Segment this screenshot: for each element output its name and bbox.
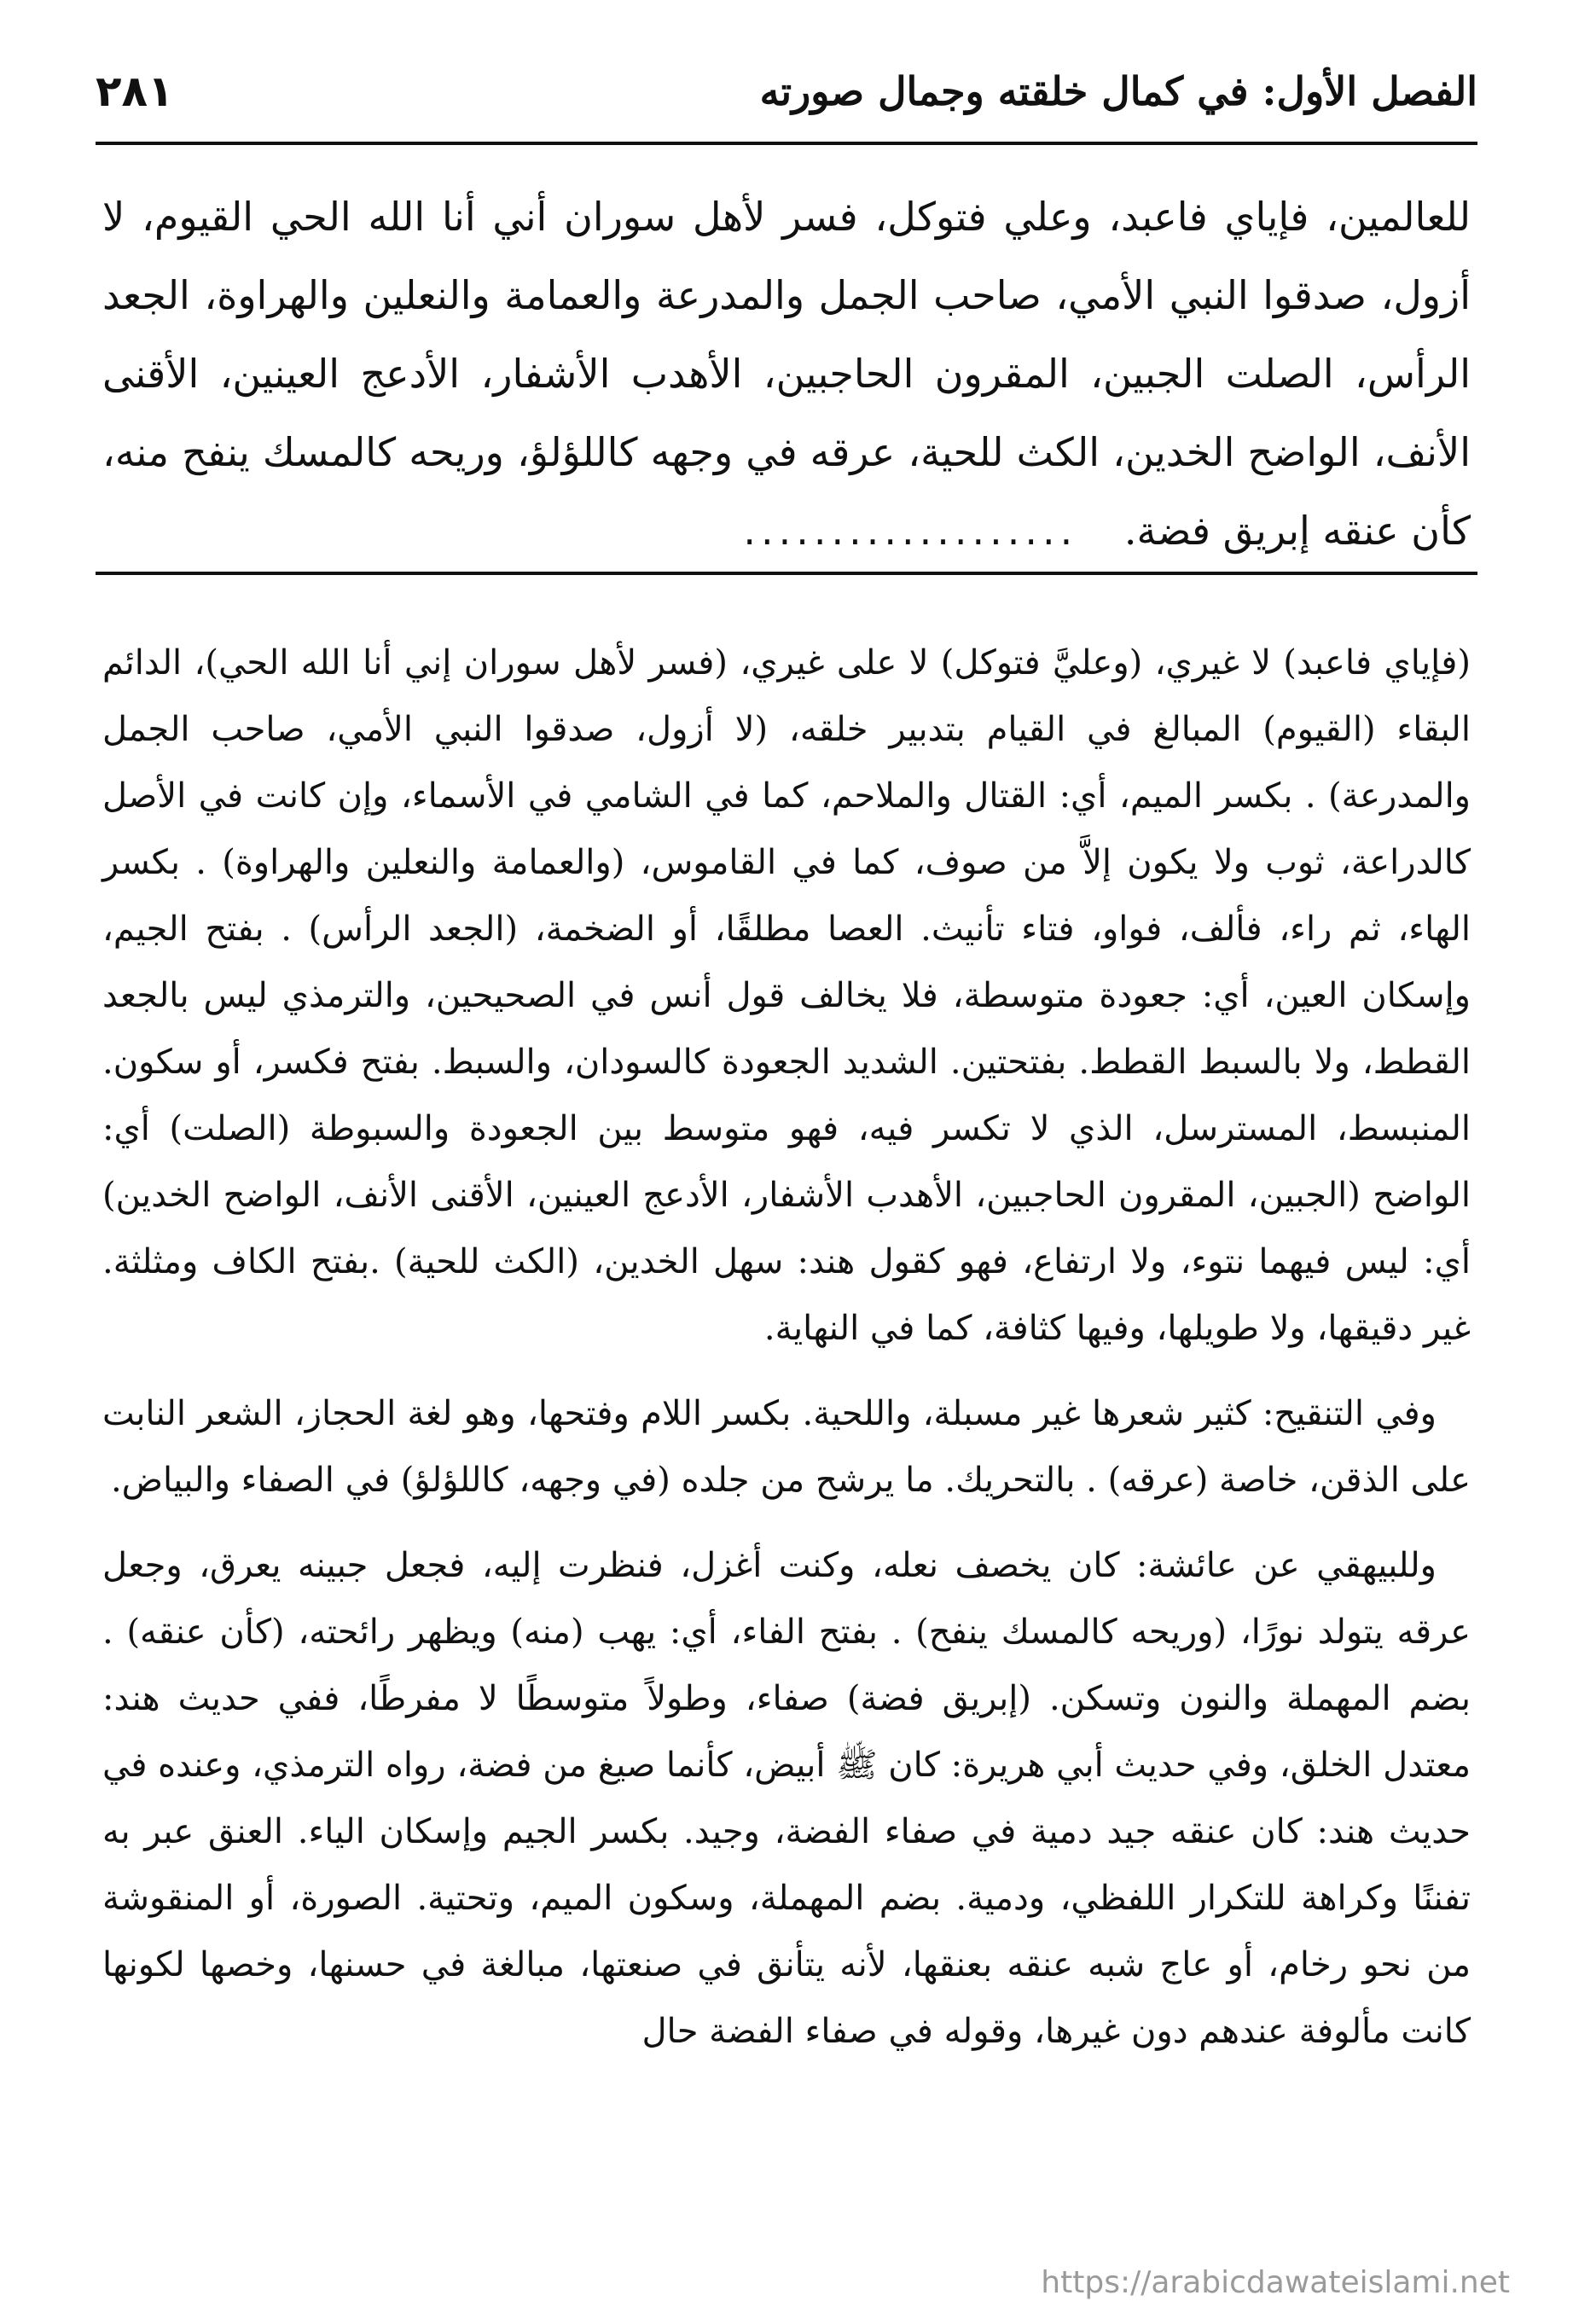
chapter-title: الفصل الأول: في كمال خلقته وجمال صورته xyxy=(759,68,1477,114)
main-text xyxy=(102,177,1471,570)
main-text-paragraph xyxy=(102,177,1471,570)
commentary-paragraph: وفي التنقيح: كثير شعرها غير مسبلة، واللحية. بكسر اللام وفتحها، وهو لغة الحجاز، الشعر النابت على الذقن، خاصة (عرقه) . بالتحريك. ما يرشح من جلده (في وجهه، كاللؤلؤ) في الصفاء والبياض. xyxy=(102,1394,1471,1500)
header-rule xyxy=(96,142,1477,145)
watermark-url: https://arabicdawateislami.net xyxy=(1041,2265,1510,2300)
page-number: ٢٨١ xyxy=(96,67,174,116)
commentary-paragraph: (فإياي فاعبد) لا غيري، (وعليَّ فتوكل) لا على غيري، (فسر لأهل سوران إني أنا الله الحي)، الدائم البقاء (القيوم) المبالغ في القيام بتدبير خلقه، (لا أزول، صدقوا النبي الأمي، صاحب الجمل والمدرعة) . بكسر الميم، أي: القتال والملاحم، كما في الشامي في الأسماء، وإن كانت في الأصل كالدراعة، ثوب ولا يكون إلاَّ من صوف، كما في القاموس، (والعمامة والنعلين والهراوة) . بكسر الهاء، ثم راء، فألف، فواو، فتاء تأنيث. العصا مطلقًا، أو الضخمة، (الجعد الرأس) . بفتح الجيم، وإسكان العين، أي: جعودة متوسطة، فلا يخالف قول أنس في الصحيحين، والترمذي ليس بالجعد القطط، ولا بالسبط القطط. بفتحتين. الشديد الجعودة كالسودان، والسبط. بفتح فكسر، أو سكون. المنبسط، المسترسل، الذي لا تكسر فيه، فهو متوسط بين الجعودة والسبوطة (الصلت) أي: الواضح (الجبين، المقرون الحاجبين، الأهدب الأشفار، الأدعج العينين، الأقنى الأنف، الواضح الخدين) أي: ليس فيهما نتوء، ولا ارتفاع، فهو كقول هند: سهل الخدين، (الكث للحية) .بفتح الكاف ومثلثة. غير دقيقها، ولا طويلها، وفيها كثافة، كما في النهاية. xyxy=(102,643,1471,1348)
main-text-body: للعالمين، فإياي فاعبد، وعلي فتوكل، فسر لأهل سوران أني أنا الله الحي القيوم، لا أزول، صدقوا النبي الأمي، صاحب الجمل والمدرعة والعمامة والنعلين والهراوة، الجعد الرأس، الصلت الجبين، المقرون الحاجبين، الأهدب الأشفار، الأدعج العينين، الأقنى الأنف، الواضح الخدين، الكث للحية، عرقه في وجهه كاللؤلؤ، وريحه كالمسك ينفح منه، كأن عنقه إبريق فضة. xyxy=(102,194,1471,554)
commentary xyxy=(102,630,1471,2083)
commentary-paragraph: وللبيهقي عن عائشة: كان يخصف نعله، وكنت أغزل، فنظرت إليه، فجعل جبينه يعرق، وجعل عرقه يتولد نورًا، (وريحه كالمسك ينفح) . بفتح الفاء، أي: يهب (منه) ويظهر رائحته، (كأن عنقه) . بضم المهملة والنون وتسكن. (إبريق فضة) صفاء، وطولاً متوسطًا لا مفرطًا، ففي حديث هند: معتدل الخلق، وفي حديث أبي هريرة: كان ﷺ أبيض، كأنما صيغ من فضة، رواه الترمذي، وعنده في حديث هند: كان عنقه جيد دمية في صفاء الفضة، وجيد. بكسر الجيم وإسكان الياء. العنق عبر به تفننًا وكراهة للتكرار اللفظي، ودمية. بضم المهملة، وسكون الميم، وتحتية. الصورة، أو المنقوشة من نحو رخام، أو عاج شبه عنقه بعنقها، لأنه يتأنق في صنعتها، مبالغة في حسنها، وخصها لكونها كانت مألوفة عندهم دون غيرها، وقوله في صفاء الفضة حال xyxy=(102,1546,1471,2051)
continuation-dots: ................... xyxy=(743,508,1078,554)
commentary-separator xyxy=(96,572,1477,575)
page-header xyxy=(96,61,1477,121)
